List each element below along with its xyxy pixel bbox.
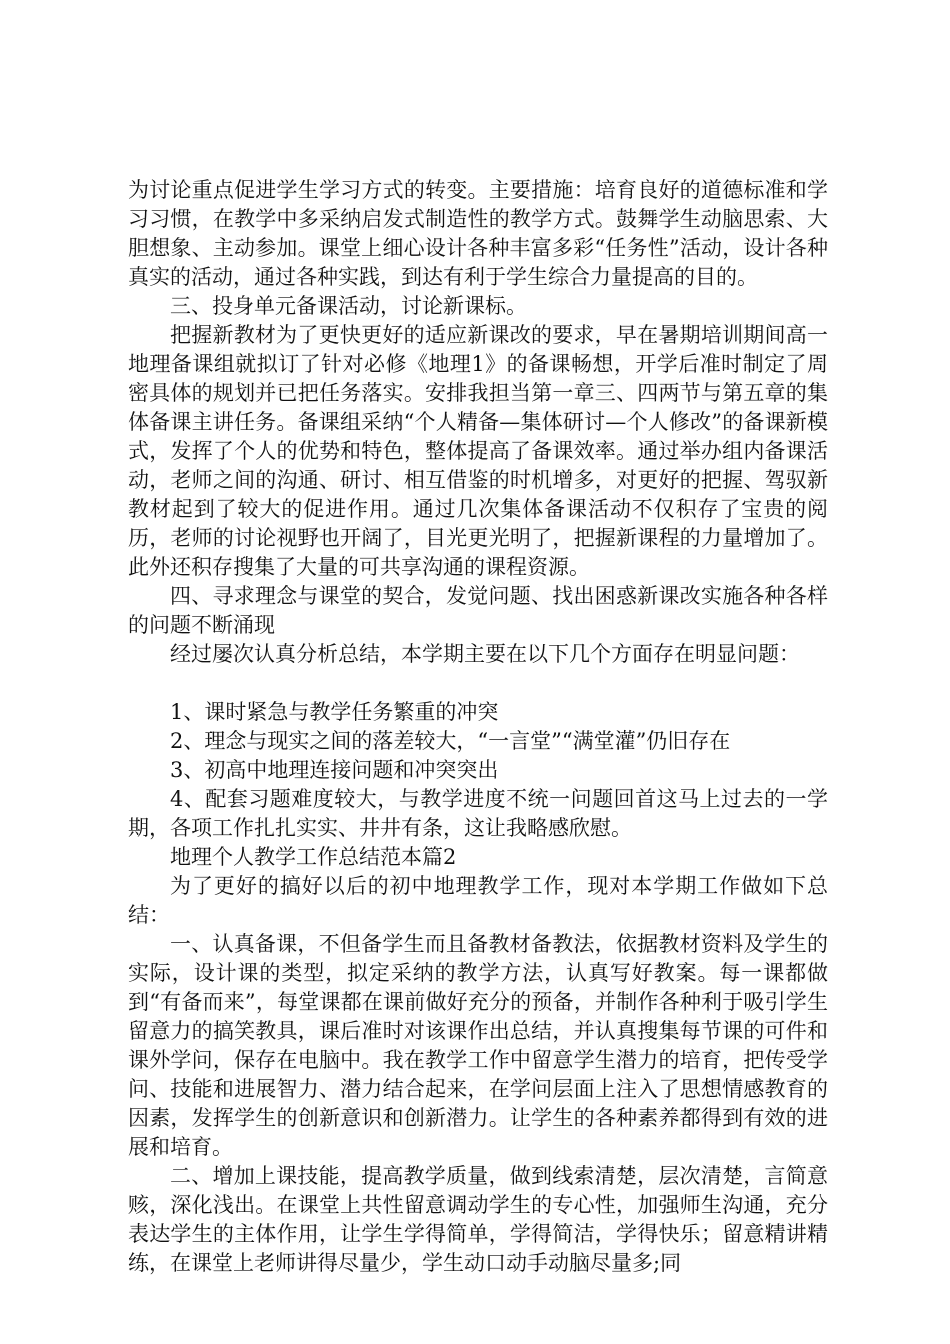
paragraph-summary-intro: 为了更好的搞好以后的初中地理教学工作，现对本学期工作做如下总结： xyxy=(128,874,828,927)
paragraph-lesson-prep: 把握新教材为了更快更好的适应新课改的要求，早在暑期培训期间高一地理备课组就拟订了针对必修《地理1》的备课畅想，开学后准时制定了周密具体的规划并已把任务落实。安排我担当第一章三、四两节与第五章的集体备课主讲任务。备课组采纳“个人精备—集体研讨—个人修改”的备课新模式，发挥了个人的优势和特色，整体提高了备课效率。通过举办组内备课活动，老师之间的沟通、研讨、相互借鉴的时机增多，对更好的把握、驾驭新教材起到了较大的促进作用。通过几次集体备课活动不仅积存了宝贵的阅历，老师的讨论视野也开阔了，目光更光明了，把握新课程的力量增加了。此外还积存搜集了大量的可共享沟通的课程资源。 xyxy=(128,323,828,579)
list-item: 1、课时紧急与教学任务繁重的冲突 xyxy=(170,700,499,724)
blank-line xyxy=(128,669,828,698)
paragraph-class-skills: 二、增加上课技能，提高教学质量，做到线索清楚，层次清楚，言简意赅，深化浅出。在课堂上共性留意调动学生的专心性，加强师生沟通，充分表达学生的主体作用，让学生学得简单，学得简洁，学得快乐；留意精讲精练，在课堂上老师讲得尽量少，学生动口动手动脑尽量多;同 xyxy=(128,1164,828,1275)
list-item: 4、配套习题难度较大，与教学进度不统一问题回首这马上过去的一学期，各项工作扎扎实实、井井有条，这让我略感欣慰。 xyxy=(128,787,828,840)
paragraph-teaching-methods: 为讨论重点促进学生学习方式的转变。主要措施：培育良好的道德标准和学习习惯，在教学中多采纳启发式制造性的教学方式。鼓舞学生动脑思索、大胆想象、主动参加。课堂上细心设计各种丰富多彩“任务性”活动，设计各种真实的活动，通过各种实践，到达有利于学生综合力量提高的目的。 xyxy=(128,178,828,289)
list-item: 3、初高中地理连接问题和冲突突出 xyxy=(170,758,499,782)
heading-problems: 四、寻求理念与课堂的契合，发觉问题、找出困惑新课改实施各种各样的问题不断涌现 xyxy=(128,584,828,637)
list-item: 2、理念与现实之间的落差较大，“一言堂”“满堂灌”仍旧存在 xyxy=(170,729,731,753)
paragraph-lesson-preparation: 一、认真备课，不但备学生而且备教材备教法，依据教材资料及学生的实际，设计课的类型，拟定采纳的教学方法，认真写好教案。每一课都做到“有备而来”，每堂课都在课前做好充分的预备，并制作各种利于吸引学生留意力的搞笑教具，课后准时对该课作出总结，并认真搜集每节课的可件和课外学问，保存在电脑中。我在教学工作中留意学生潜力的培育，把传受学问、技能和进展智力、潜力结合起来，在学问层面上注入了思想情感教育的因素，发挥学生的创新意识和创新潜力。让学生的各种素养都得到有效的进展和培育。 xyxy=(128,932,828,1159)
paragraph-problems-intro: 经过屡次认真分析总结，本学期主要在以下几个方面存在明显问题： xyxy=(170,642,800,666)
document-page xyxy=(128,176,828,1278)
heading-unit-lesson-prep: 三、投身单元备课活动，讨论新课标。 xyxy=(170,294,527,318)
section-title: 地理个人教学工作总结范本篇2 xyxy=(170,845,457,869)
